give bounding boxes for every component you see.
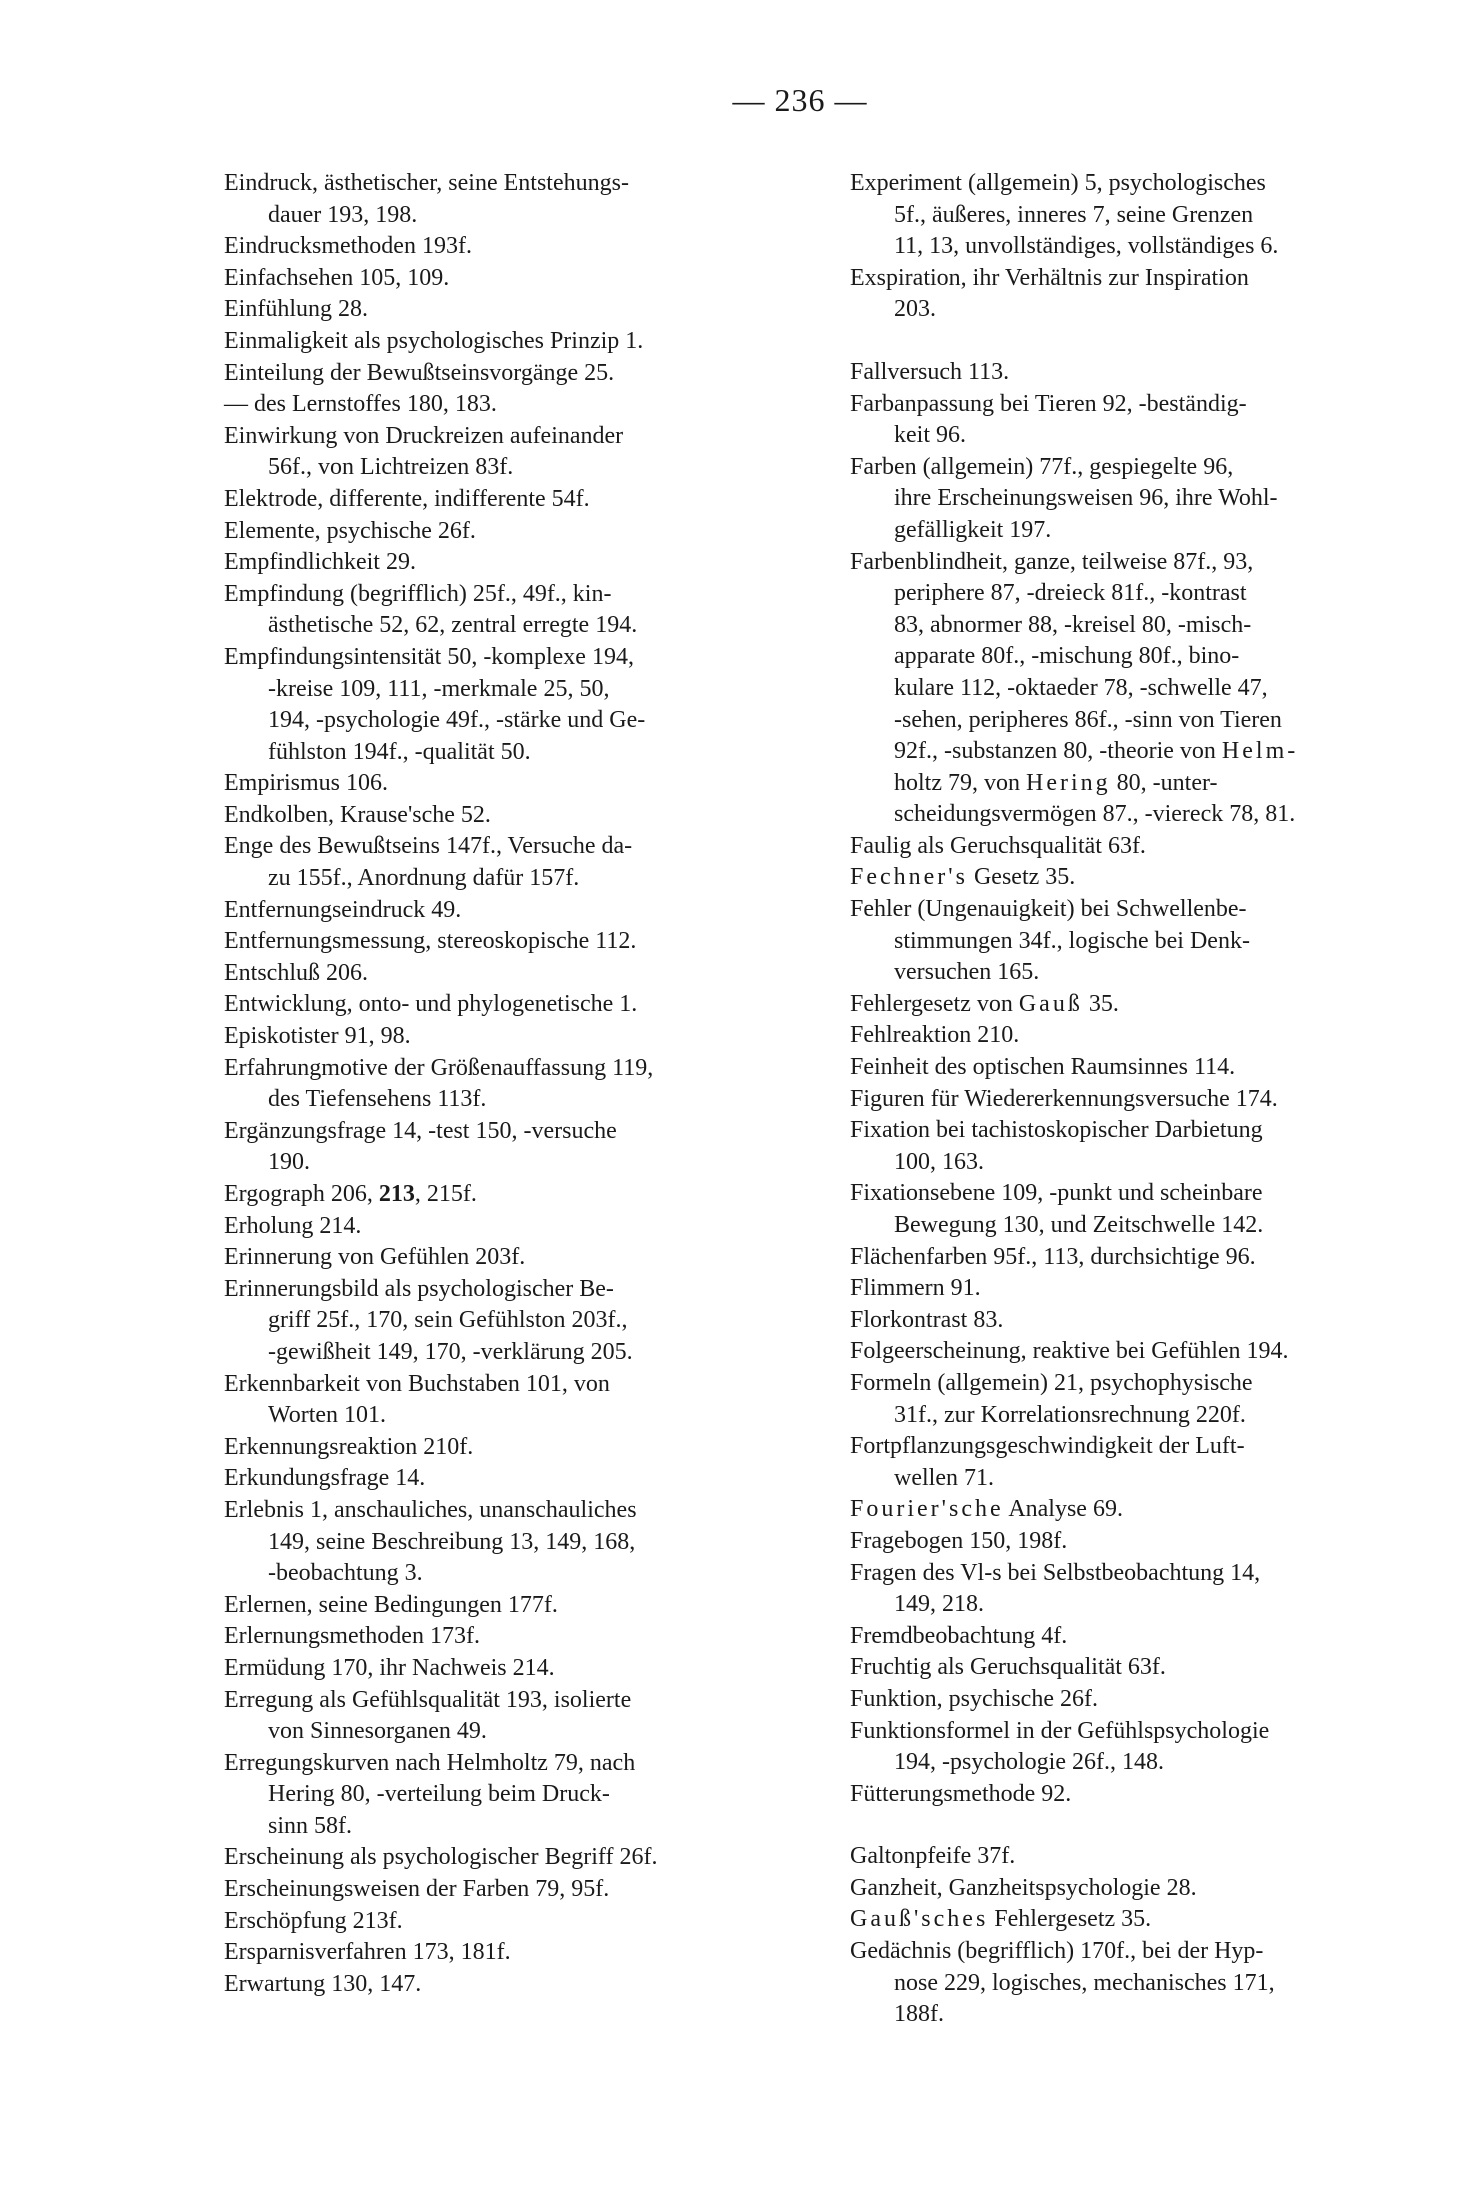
index-entry: Ersparnisverfahren 173, 181f. [224,1939,511,1966]
bold-page-ref: 213 [378,1181,415,1207]
index-entry: Einwirkung von Druckreizen aufeinander 56f., von Lichtreizen 83f. [224,422,624,481]
index-entry: Einmaligkeit als psychologisches Prinzip 1. [224,327,644,354]
index-entry: Figuren für Wiedererkennungsversuche 174. [850,1085,1278,1112]
index-entry: Eindrucksmethoden 193f. [224,233,472,260]
index-entry: Entwicklung, onto- und phylogenetische 1. [224,991,638,1018]
index-entry [850,989,1428,1021]
author-name: Gauß'sches [850,1906,989,1933]
index-entry: Experiment (allgemein) 5, psychologisches 5f., äußeres, inneres 7, seine Grenzen 11, 13, unvollständiges, vollständiges 6. [850,170,1279,260]
index-entry: Einteilung der Bewußtseinsvorgänge 25. [224,359,615,386]
index-entry [850,862,1428,894]
index-entry: Fragen des Vl-s bei Selbstbeobachtung 14, 149, 218. [850,1559,1261,1618]
index-entry: Erkundungsfrage 14. [224,1465,426,1492]
index-entry: Funktionsformel in der Gefühlspsychologie 194, -psychologie 26f., 148. [850,1717,1270,1776]
index-column-left [224,168,804,2000]
index-entry: Fixation bei tachistoskopischer Darbietung 100, 163. [850,1117,1263,1175]
index-entry: Fremdbeobachtung 4f. [850,1622,1068,1649]
index-entry [850,1494,1428,1526]
index-column-right [850,168,1428,2031]
index-entry: Erholung 214. [224,1212,362,1239]
entry-text: Farbenblindheit, ganze, teilweise 87f., 93, periphere 87, -dreieck 81f., -kontrast 83, abnormer 88, -kreisel 80, -misch- apparate 80f., -mischung 80f., bino- kulare 112, -oktaeder 78, -schwelle 47, -sehen, peripheres 86f., -sinn von Tieren 92f., -substanzen 80, -theorie von [850,548,1282,765]
entry-text: Fehlergesetz von [850,990,1019,1017]
index-entry: Folgeerscheinung, reaktive bei Gefühlen 194. [850,1338,1289,1365]
index-entry [850,1904,1428,1936]
index-entry: Farben (allgemein) 77f., gespiegelte 96, ihre Erscheinungsweisen 96, ihre Wohl- gefälligkeit 197. [850,453,1278,543]
entry-text: holtz 79, von [894,769,1020,796]
index-entry: Endkolben, Krause'sche 52. [224,801,491,828]
index-entry: Fixationsebene 109, -punkt und scheinbare Bewegung 130, und Zeitschwelle 142. [850,1180,1264,1238]
index-entry: — des Lernstoffes 180, 183. [224,391,497,418]
index-entry: Gedächnis (begrifflich) 170f., bei der Hyp- nose 229, logisches, mechanisches 171, 188f. [850,1938,1275,2028]
entry-text: Gesetz 35. [973,864,1076,891]
entry-text: 35. [1082,990,1119,1017]
index-entry: Flächenfarben 95f., 113, durchsichtige 96. [850,1243,1256,1270]
index-entry: Farbanpassung bei Tieren 92, -beständig- keit 96. [850,390,1247,449]
index-entry: Erlernen, seine Bedingungen 177f. [224,1591,558,1618]
index-entry: Florkontrast 83. [850,1306,1004,1333]
index-entry [224,1179,804,1211]
entry-text: Fehlergesetz 35. [994,1906,1152,1933]
entry-text: , 215f. [414,1181,477,1207]
index-entry: Erkennungsreaktion 210f. [224,1433,474,1460]
index-entry: Elemente, psychische 26f. [224,517,476,544]
author-name: Fechner's [850,864,968,891]
index-entry: Erinnerungsbild als psychologischer Be- griff 25f., 170, sein Gefühlston 203f., -gewißheit 149, 170, -verklärung 205. [224,1275,633,1365]
index-entry [850,547,1428,831]
index-entry: Fortpflanzungsgeschwindigkeit der Luft- wellen 71. [850,1433,1245,1491]
index-entry: Entfernungsmessung, stereoskopische 112. [224,928,637,955]
index-entry: Erschöpfung 213f. [224,1907,403,1934]
index-entry: Erwartung 130, 147. [224,1970,422,1997]
index-entry: Faulig als Geruchsqualität 63f. [850,832,1146,859]
index-entry: Flimmern 91. [850,1275,981,1302]
index-entry: Elektrode, differente, indifferente 54f. [224,485,590,512]
index-entry: Fehlreaktion 210. [850,1022,1020,1049]
index-entry: Entfernungseindruck 49. [224,896,462,923]
index-entry: Fragebogen 150, 198f. [850,1527,1068,1554]
entry-text: Ergograph 206, [224,1181,379,1207]
author-name: Helm- [1221,738,1299,765]
index-entry: Ermüdung 170, ihr Nachweis 214. [224,1654,555,1681]
index-entry: Episkotister 91, 98. [224,1023,411,1050]
entry-text: Analyse 69. [1008,1496,1123,1523]
author-name: Fourier'sche [850,1496,1004,1523]
index-entry: Erinnerung von Gefühlen 203f. [224,1244,526,1271]
index-entry: Erscheinungsweisen der Farben 79, 95f. [224,1876,610,1903]
index-entry: Erscheinung als psychologischer Begriff 26f. [224,1844,658,1871]
index-entry: Fehler (Ungenauigkeit) bei Schwellenbe- stimmungen 34f., logische bei Denk- versuchen 165. [850,896,1250,986]
index-entry: Empfindung (begrifflich) 25f., 49f., kin- ästhetische 52, 62, zentral erregte 194. [224,580,638,639]
index-entry: Fruchtig als Geruchsqualität 63f. [850,1654,1166,1681]
index-entry: Eindruck, ästhetischer, seine Entstehungs- dauer 193, 198. [224,170,629,228]
author-name: Gauß [1018,990,1083,1017]
index-entry: Ergänzungsfrage 14, -test 150, -versuche 190. [224,1117,617,1176]
author-name: Hering [1026,769,1111,796]
index-entry: Empfindungsintensität 50, -komplexe 194, -kreise 109, 111, -merkmale 25, 50, 194, -psychologie 49f., -stärke und Ge- fühlston 194f., -qualität 50. [224,643,646,765]
index-entry: Empfindlichkeit 29. [224,549,416,576]
index-entry: Einfachsehen 105, 109. [224,264,450,291]
index-entry: Ganzheit, Ganzheitspsychologie 28. [850,1874,1197,1901]
index-entry: Fallversuch 113. [850,358,1010,385]
index-entry: Feinheit des optischen Raumsinnes 114. [850,1054,1236,1081]
index-entry: Exspiration, ihr Verhältnis zur Inspiration 203. [850,264,1249,323]
page-number: — 236 — [732,82,868,118]
index-entry: Erlebnis 1, anschauliches, unanschauliches 149, seine Beschreibung 13, 149, 168, -beobachtung 3. [224,1496,637,1587]
index-entry: Funktion, psychische 26f. [850,1685,1098,1712]
index-entry: Enge des Bewußtseins 147f., Versuche da- zu 155f., Anordnung dafür 157f. [224,833,633,892]
index-entry: Galtonpfeife 37f. [850,1843,1016,1870]
index-entry: Erfahrungmotive der Größenauffassung 119, des Tiefensehens 113f. [224,1054,654,1113]
entry-text: 80, -unter- scheidungsvermögen 87., -viereck 78, 81. [894,769,1296,828]
index-entry: Einfühlung 28. [224,296,368,323]
index-entry: Erregung als Gefühlsqualität 193, isolierte von Sinnesorganen 49. [224,1686,632,1745]
index-entry: Fütterungsmethode 92. [850,1780,1072,1807]
index-entry: Entschluß 206. [224,959,368,986]
index-entry: Empirismus 106. [224,770,389,797]
index-entry: Formeln (allgemein) 21, psychophysische 31f., zur Korrelationsrechnung 220f. [850,1369,1253,1428]
index-entry: Erregungskurven nach Helmholtz 79, nach Hering 80, -verteilung beim Druck- sinn 58f. [224,1749,636,1839]
index-entry: Erkennbarkeit von Buchstaben 101, von Worten 101. [224,1370,610,1429]
index-entry: Erlernungsmethoden 173f. [224,1623,480,1650]
